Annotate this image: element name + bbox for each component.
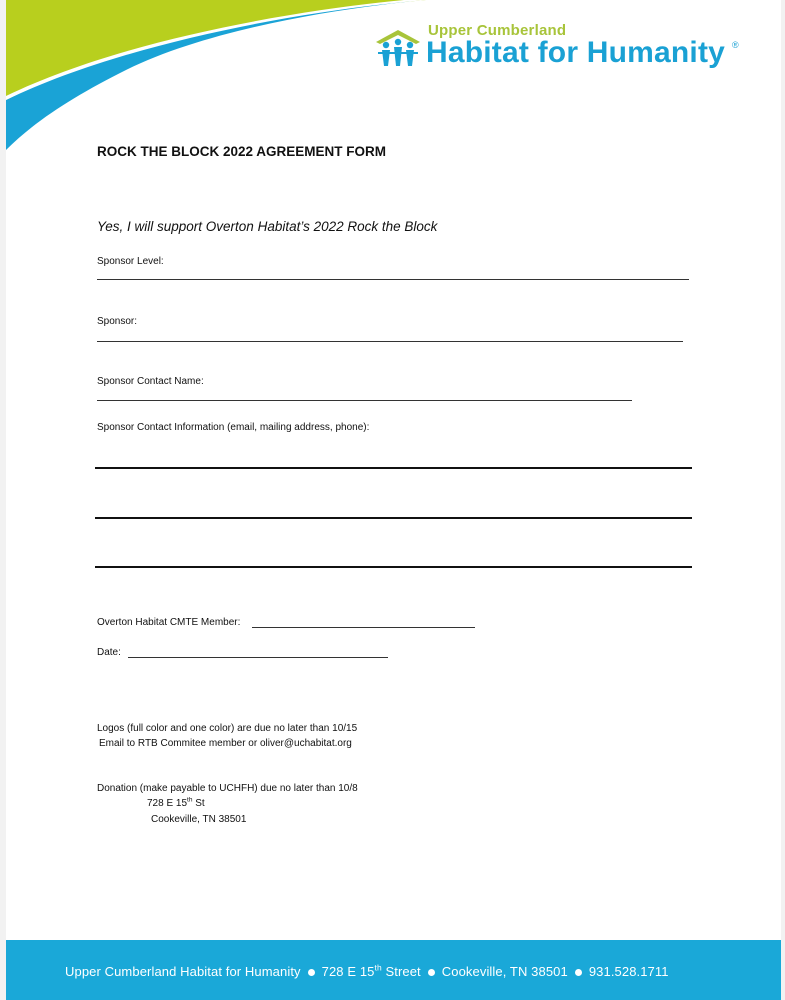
bullet-icon [575,969,582,976]
footer-street-suffix: Street [385,964,421,979]
footer-street [322,964,421,979]
bullet-icon [428,969,435,976]
bullet-icon [308,969,315,976]
decorative-swoosh [6,0,426,160]
footer-contact-line [65,964,669,979]
form-title: ROCK THE BLOCK 2022 AGREEMENT FORM [97,144,387,159]
donation-street-ordinal: th [187,796,193,804]
contact-name-field[interactable] [97,400,632,401]
logo-title: Habitat for Humanity [426,36,726,69]
footer-city: Cookeville, TN 38501 [441,964,568,979]
footer-street-ordinal: th [374,962,382,973]
logos-email-note: Email to RTB Commitee member or oliver@uchabitat.org [99,738,352,749]
cmte-member-field[interactable] [252,627,475,628]
footer-org: Upper Cumberland Habitat for Humanity [65,964,301,979]
logo-registered-mark: ® [732,40,739,50]
sponsor-label: Sponsor: [97,316,138,327]
logos-note: Logos (full color and one color) are due no later than 10/15 [97,723,358,734]
contact-name-label: Sponsor Contact Name: [97,376,204,387]
donation-address-city: Cookeville, TN 38501 [151,814,247,825]
habitat-house-people-icon [374,28,422,68]
donation-street-suffix: St [195,798,205,809]
habitat-logo [374,22,754,82]
date-field[interactable] [128,657,388,658]
cmte-member-label: Overton Habitat CMTE Member: [97,617,241,628]
date-label: Date: [97,647,121,658]
contact-info-field-line-2[interactable] [95,517,692,519]
sponsor-level-label: Sponsor Level: [97,256,164,267]
logo-pretitle: Upper Cumberland [428,22,567,39]
sponsor-level-field[interactable] [97,279,689,280]
form-subtitle: Yes, I will support Overton Habitat’s 2022 Rock the Block [97,219,438,234]
donation-street-number: 728 E 15 [147,798,188,809]
footer-phone[interactable]: 931.528.1711 [588,964,669,979]
donation-note: Donation (make payable to UCHFH) due no later than 10/8 [97,783,358,794]
contact-info-field-line-3[interactable] [95,566,692,568]
footer-street-number: 728 E 15 [321,964,375,979]
contact-info-field-line-1[interactable] [95,467,692,469]
contact-info-label: Sponsor Contact Information (email, mailing address, phone): [97,422,370,433]
sponsor-field[interactable] [97,341,683,342]
form-page [6,0,781,1000]
footer-bar [6,940,781,1000]
donation-address-street [147,798,205,809]
